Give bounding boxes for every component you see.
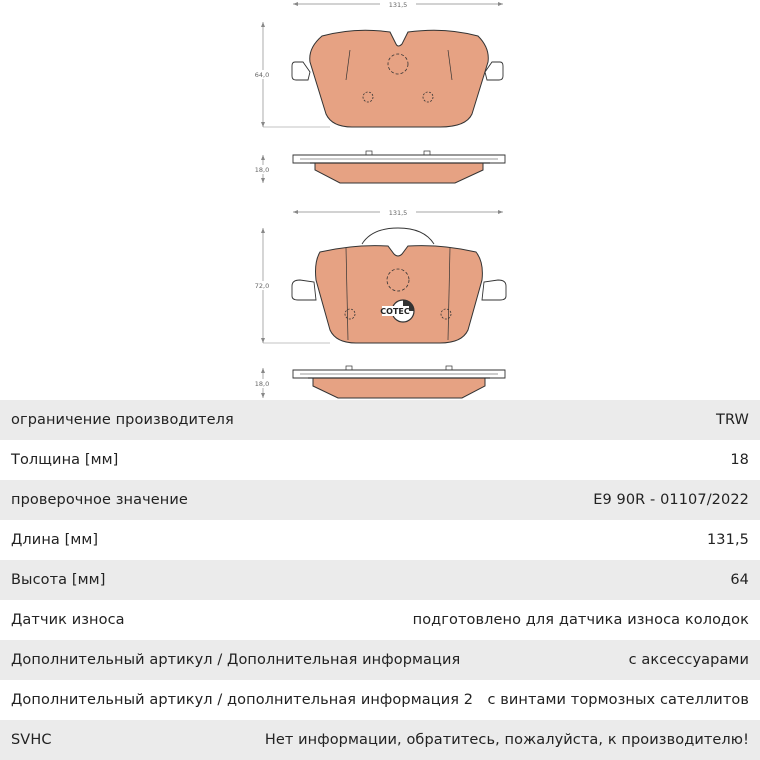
bottom-height-dimension: 72,0 (254, 282, 270, 290)
top-pad-side-view (252, 151, 505, 183)
bottom-thickness-dimension: 18,0 (254, 380, 270, 388)
spec-row-wear-sensor (0, 600, 760, 640)
spec-value: 64 (730, 572, 749, 588)
spec-value: 131,5 (706, 532, 749, 548)
spec-row-additional-info-2 (0, 680, 760, 720)
top-pad-front-view (252, 0, 503, 127)
spec-label: Высота [мм] (11, 572, 106, 588)
spec-row-additional-info (0, 640, 760, 680)
spec-value: 18 (730, 452, 749, 468)
spec-value: с аксессуарами (628, 652, 749, 668)
spec-label: Толщина [мм] (11, 452, 119, 468)
spec-label: Дополнительный артикул / Дополнительная информация (11, 652, 461, 668)
top-thickness-dimension: 18,0 (254, 166, 270, 174)
spec-label: Датчик износа (11, 612, 125, 628)
top-height-dimension: 64,0 (254, 71, 270, 79)
spec-value: подготовлено для датчика износа колодок (412, 612, 749, 628)
spec-label: ограничение производителя (11, 412, 234, 428)
spec-value: Нет информации, обратитесь, пожалуйста, к производителю! (264, 732, 749, 748)
spec-label: проверочное значение (11, 492, 188, 508)
spec-value: E9 90R - 01107/2022 (593, 492, 749, 508)
spec-value: TRW (716, 412, 749, 428)
spec-row-thickness (0, 440, 760, 480)
spec-row-height (0, 560, 760, 600)
spec-label: Дополнительный артикул / дополнительная информация 2 (11, 692, 474, 708)
top-width-dimension: 131,5 (388, 1, 408, 9)
spec-value: с винтами тормозных сателлитов (487, 692, 749, 708)
bottom-pad-side-view (252, 366, 505, 398)
spec-row-length (0, 520, 760, 560)
spec-table (0, 400, 760, 760)
cotec-badge-text: COTEC (380, 307, 410, 316)
spec-row-svhc (0, 720, 760, 760)
spec-label: SVHC (11, 732, 52, 748)
spec-row-test-mark (0, 480, 760, 520)
bottom-width-dimension: 131,5 (388, 209, 408, 217)
spec-label: Длина [мм] (11, 532, 99, 548)
spec-row-manufacturer-restriction (0, 400, 760, 440)
bottom-pad-front-view (252, 208, 506, 343)
